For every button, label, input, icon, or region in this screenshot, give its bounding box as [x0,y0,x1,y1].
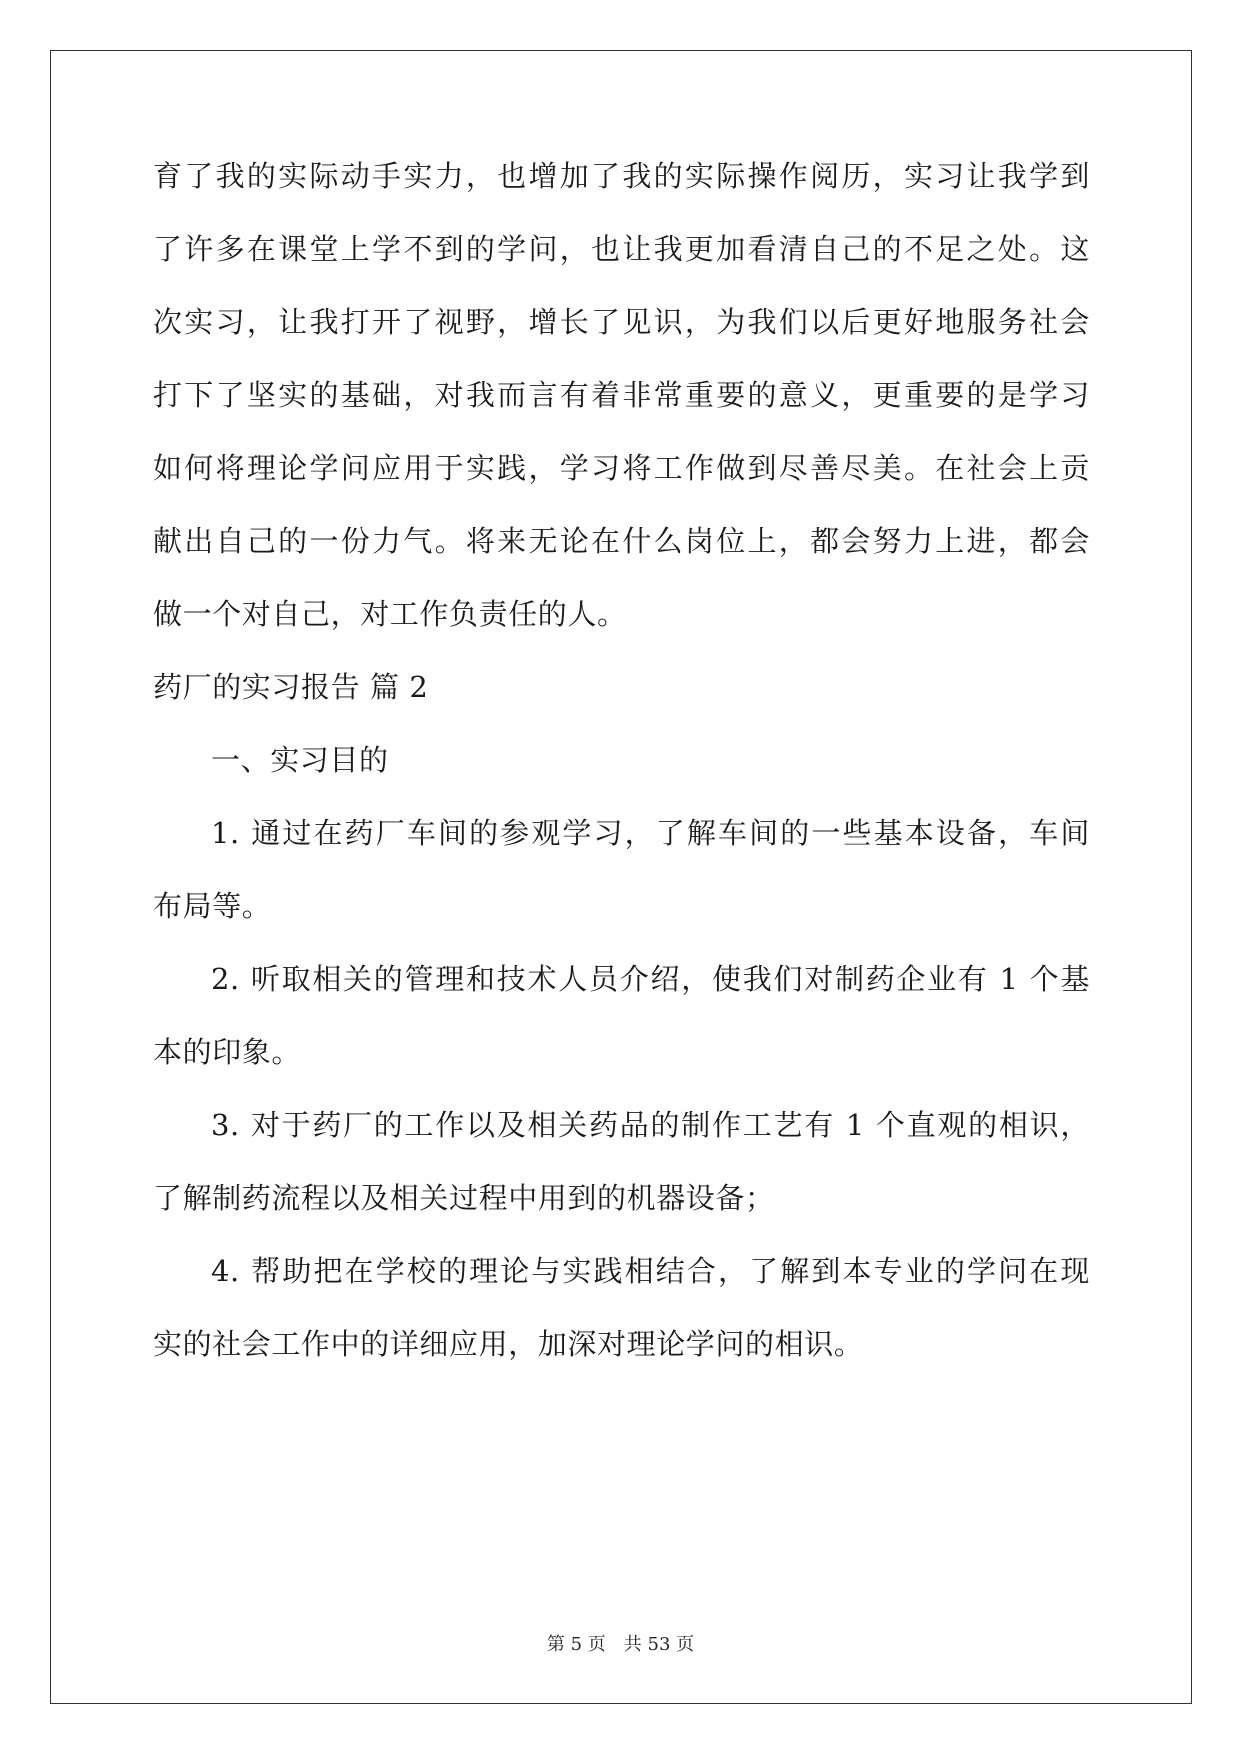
paragraph-line: 献出自己的一份力气。将来无论在什么岗位上，都会努力上进，都会 [153,524,1090,558]
list-item-line: 1. 通过在药厂车间的参观学习，了解车间的一些基本设备，车间 [211,816,1090,850]
paragraph-line: 育了我的实际动手实力，也增加了我的实际操作阅历，实习让我学到 [153,159,1090,193]
paragraph-line: 次实习，让我打开了视野，增长了见识，为我们以后更好地服务社会 [153,305,1090,339]
paragraph-line: 做一个对自己，对工作负责任的人。 [153,597,627,631]
page-border [50,50,1192,1704]
page-number-footer: 第 5 页 共 53 页 [546,1634,695,1655]
list-item-line: 实的社会工作中的详细应用，加深对理论学问的相识。 [153,1327,864,1361]
list-item-line: 3. 对于药厂的工作以及相关药品的制作工艺有 1 个直观的相识， [211,1108,1090,1142]
list-item-line: 了解制药流程以及相关过程中用到的机器设备； [153,1181,775,1215]
paragraph-line: 如何将理论学问应用于实践，学习将工作做到尽善尽美。在社会上贡 [153,451,1090,485]
list-item-line: 布局等。 [153,889,272,923]
subsection-heading: 一、实习目的 [211,743,389,777]
paragraph-line: 了许多在课堂上学不到的学问，也让我更加看清自己的不足之处。这 [153,232,1090,266]
list-item-line: 本的印象。 [153,1035,302,1069]
section-heading: 药厂的实习报告 篇 2 [153,670,429,704]
paragraph-line: 打下了坚实的基础，对我而言有着非常重要的意义，更重要的是学习 [153,378,1090,412]
list-item-line: 4. 帮助把在学校的理论与实践相结合，了解到本专业的学问在现 [211,1254,1090,1288]
list-item-line: 2. 听取相关的管理和技术人员介绍，使我们对制药企业有 1 个基 [211,962,1090,996]
